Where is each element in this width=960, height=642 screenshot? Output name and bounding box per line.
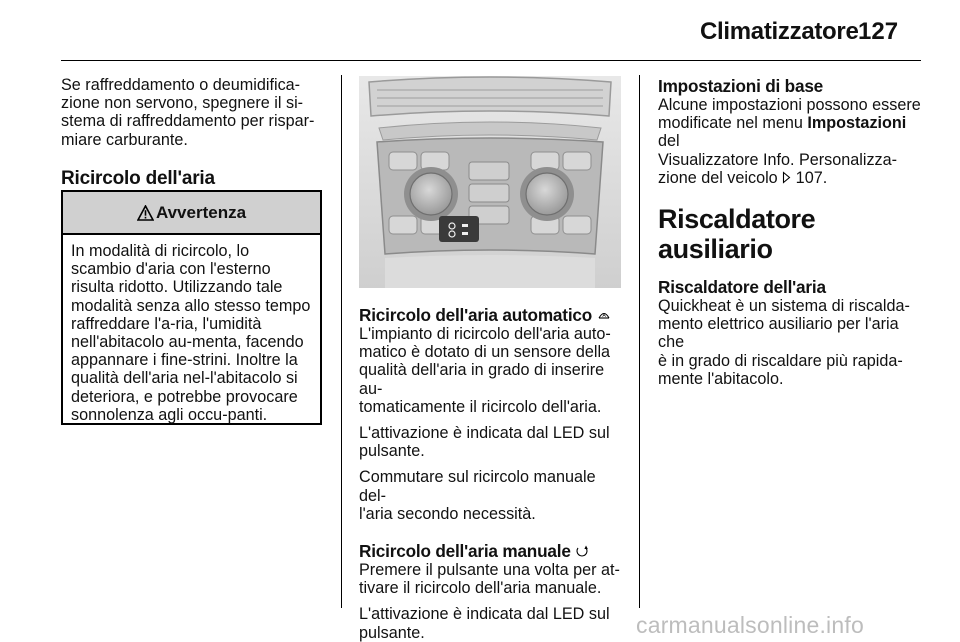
svg-text:A: A xyxy=(602,313,606,319)
warning-header xyxy=(63,192,320,235)
recirculation-heading: Ricircolo dell'aria xyxy=(61,167,215,189)
warning-box xyxy=(61,190,322,425)
header-rule xyxy=(61,60,921,61)
warning-title: Avvertenza xyxy=(155,202,247,222)
left-column xyxy=(61,76,323,189)
watermark: carmanualsonline.info xyxy=(636,612,864,638)
base-settings-heading: Impostazioni di base xyxy=(658,76,824,96)
settings-ref-page: 107. xyxy=(791,168,828,187)
settings-text-2: del Visualizzatore Info. Personalizza- zione del veicolo xyxy=(658,132,898,187)
auto-recirculation-heading-text: Ricircolo dell'aria automatico xyxy=(359,305,593,325)
page-reference-icon xyxy=(782,170,791,188)
warning-text: In modalità di ricircolo, lo scambio d'aria con l'esterno risulta ridotto. Utilizzando tale modalità senza allo stesso tempo raffreddare l'a-ria, l'umidità nell'abitacolo au-menta, facendo appannare i fine-strini. Inoltre la qualità dell'aria nel-l'abitacolo si deteriora, e potrebbe provocare sonnolenza agli occu-panti. xyxy=(71,242,311,424)
intro-paragraph: Se raffreddamento o deumidifica- zione non servono, spegnere il si- stema di raffreddamento per rispar- miare carburante. xyxy=(61,76,315,149)
auto-paragraph-2: L'attivazione è indicata dal LED sul pulsante. xyxy=(359,424,610,461)
column-divider-left xyxy=(341,75,342,608)
middle-column xyxy=(359,306,627,642)
page-header-title: Climatizzatore xyxy=(700,18,859,45)
manual-paragraph-2: L'attivazione è indicata dal LED sul pulsante. xyxy=(359,605,610,642)
manual-recirculation-icon xyxy=(575,541,589,561)
settings-menu-link: Impostazioni xyxy=(807,114,907,133)
auto-recirculation-icon xyxy=(597,305,611,325)
auto-paragraph-3: Commutare sul ricircolo manuale del- l'aria secondo necessità. xyxy=(359,468,596,523)
air-heater-heading: Riscaldatore dell'aria xyxy=(658,277,826,298)
manual-recirculation-heading-text: Ricircolo dell'aria manuale xyxy=(359,541,571,562)
column-divider-right xyxy=(639,75,640,608)
base-settings-paragraph xyxy=(658,96,926,188)
page-number: 127 xyxy=(858,18,899,45)
right-column xyxy=(658,77,926,388)
auxiliary-heater-title: Riscaldatore ausiliario xyxy=(658,204,816,265)
air-heater-paragraph: Quickheat è un sistema di riscalda- mento elettrico ausiliario per l'aria che è in grado di riscaldare più rapida- mente l'abitacolo. xyxy=(658,297,910,388)
warning-triangle-icon xyxy=(137,205,154,221)
settings-text-1: Alcune impostazioni possono essere modificate nel menu xyxy=(658,96,921,133)
climate-control-panel-photo xyxy=(359,76,621,288)
climate-panel-illustration xyxy=(359,76,621,288)
auto-recirculation-heading xyxy=(359,306,627,325)
auto-paragraph-1: L'impianto di ricircolo dell'aria auto- matico è dotato di un sensore della qualità dell'aria in grado di inserire au- tomaticamente il ricircolo dell'aria. xyxy=(359,325,611,416)
manual-recirculation-heading xyxy=(359,542,627,561)
manual-paragraph-1: Premere il pulsante una volta per at- tivare il ricircolo dell'aria manuale. xyxy=(359,561,620,598)
